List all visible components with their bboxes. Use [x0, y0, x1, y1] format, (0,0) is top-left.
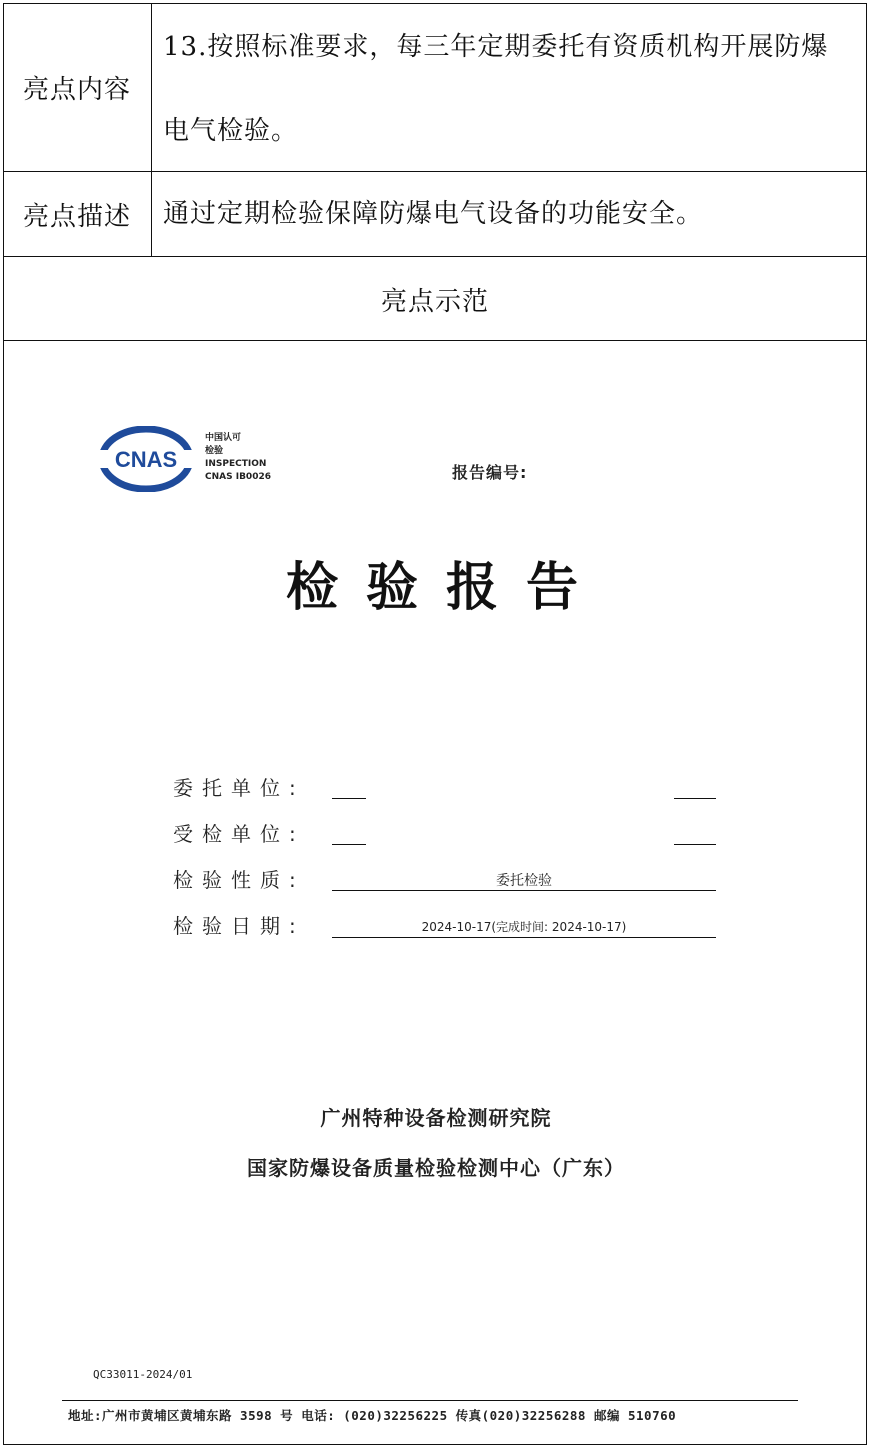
footer-rule [62, 1400, 798, 1401]
cnas-logo [98, 426, 194, 492]
highlight-content-line1: 13.按照标准要求，每三年定期委托有资质机构开展防爆 [163, 32, 829, 62]
field-underline [332, 844, 366, 845]
report-number-label: 报告编号: [452, 463, 528, 482]
highlight-description-text: 通过定期检验保障防爆电气设备的功能安全。 [163, 199, 704, 229]
inspection-date-value: 2024-10-17(完成时间: 2024-10-17) [421, 920, 627, 934]
column-divider [151, 3, 152, 257]
form-code: QC33011-2024/01 [93, 1368, 193, 1381]
inspection-type-label: 检验性质: [173, 868, 305, 892]
row-divider [3, 256, 867, 257]
cnas-logo-text: CNAS [114, 447, 178, 472]
highlight-description-label: 亮点描述 [22, 201, 131, 232]
field-underline [674, 844, 716, 845]
address-line: 地址:广州市黄埔区黄埔东路 3598 号 电话: (020)32256225 传真(020)32256288 邮编 510760 [68, 1408, 677, 1423]
inspection-report-cover [0, 340, 872, 1445]
field-underline [674, 798, 716, 799]
field-underline [332, 890, 716, 891]
field-underline [332, 937, 716, 938]
cnas-accreditation-text: 中国认可 检验 INSPECTION CNAS IB0026 [205, 433, 271, 482]
inspected-unit-label: 受检单位: [173, 822, 305, 846]
highlight-content-line2: 电气检验。 [163, 116, 299, 146]
report-title: 检验报告 [285, 557, 606, 618]
client-unit-label: 委托单位: [173, 776, 305, 800]
inspection-date-label: 检验日期: [173, 914, 305, 938]
institution-name: 广州特种设备检测研究院 [320, 1106, 552, 1130]
highlight-content-label: 亮点内容 [22, 74, 131, 105]
center-name: 国家防爆设备质量检验检测中心（广东） [247, 1156, 625, 1180]
inspection-type-value: 委托检验 [496, 873, 552, 889]
field-underline [332, 798, 366, 799]
section-title: 亮点示范 [380, 286, 489, 317]
